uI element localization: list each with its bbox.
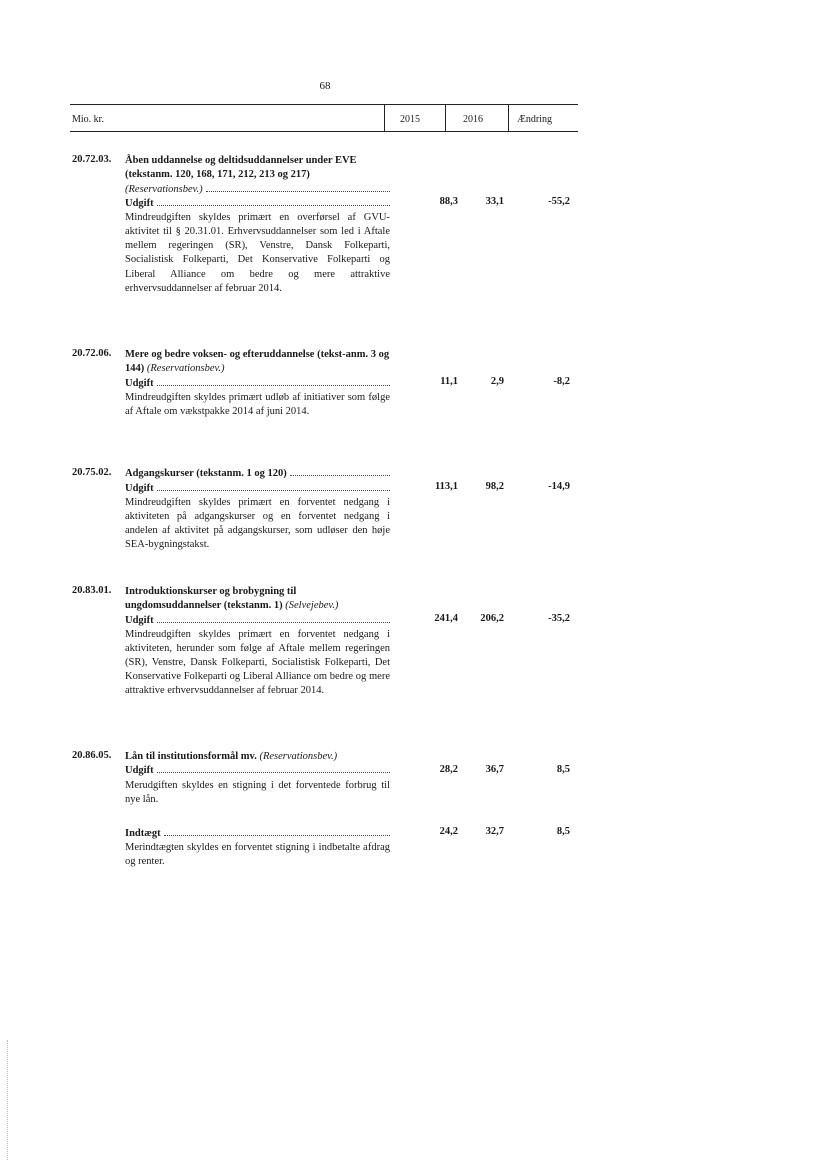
value-2015: 11,1 <box>440 376 458 387</box>
value-change: -55,2 <box>548 196 570 207</box>
entry-description: Mindreudgiften skyldes primært en overførsel af GVU-aktivitet til § 20.31.01. Erhvervsuddannelser som led i Aftale mellem regeringen (SR), Venstre, Dansk Folkeparti, Socialistisk Folkeparti, Det Konservative Folkeparti og Liberal Alliance om bedre og mere attraktive erhvervsuddannelser af februar 2014. <box>125 212 390 294</box>
value-2016: 2,9 <box>490 376 504 387</box>
table-header <box>70 104 578 132</box>
sub-value-change: 8,5 <box>556 826 570 837</box>
entry-title: Mere og bedre voksen- og efteruddannelse (tekst-anm. 3 og 144) (Reservationsbev.) <box>125 349 390 375</box>
entry-description: Mindreudgiften skyldes primært en forventet nedgang i aktiviteten på adgangskurser og en forventet nedgang i andelen af aktivitet på adgangskurser, som udløser den høje SEA-bygningstakst. <box>125 496 390 551</box>
value-change: -8,2 <box>553 376 570 387</box>
unit-label: Mio. kr. <box>72 114 104 125</box>
entry-code: 20.72.03. <box>72 154 112 165</box>
entry-qualifier: (Reservationsbev.) <box>146 363 225 375</box>
value-change: 8,5 <box>556 764 570 775</box>
entry-sub-description: Merindtægten skyldes en forventet stigning i indbetalte afdrag og renter. <box>125 842 390 868</box>
entry-description: Mindreudgiften skyldes primært udløb af initiativer som følge af Aftale om vækstpakke 2014 af juni 2014. <box>125 391 390 417</box>
scan-margin-mark <box>7 1040 8 1160</box>
col-2016-header: 2016 <box>463 114 483 125</box>
value-2015: 88,3 <box>439 196 458 207</box>
header-divider <box>508 104 509 131</box>
value-2015: 113,1 <box>434 481 458 492</box>
value-2016: 206,2 <box>480 613 504 624</box>
col-change-header: Ændring <box>517 114 552 125</box>
entry-sub-label: Indtægt <box>125 828 161 840</box>
sub-value-2015: 24,2 <box>439 826 458 837</box>
entry-title: Adgangskurser (tekstanm. 1 og 120) <box>125 467 390 481</box>
entry-description: Mindreudgiften skyldes primært en forventet nedgang i aktiviteten, herunder som følge af Aftale mellem regeringen (SR), Venstre, Dansk Folkeparti, Socialistisk Folkeparti, Det Konservative Folkeparti og Liberal Alliance om bedre og mere attraktive erhvervsuddannelser af februar 2014. <box>125 628 390 697</box>
entry-code: 20.72.06. <box>72 348 112 359</box>
entry-label: Udgift <box>125 614 154 626</box>
entry-label: Udgift <box>125 198 154 210</box>
value-change: -35,2 <box>548 613 570 624</box>
entry-qualifier: (Selvejebev.) <box>285 600 339 612</box>
value-2016: 36,7 <box>485 764 504 775</box>
header-divider <box>384 104 385 131</box>
header-rule-bottom <box>70 131 578 132</box>
page-number: 68 <box>319 80 331 92</box>
entry-code: 20.86.05. <box>72 750 112 761</box>
entry-title: Lån til institutionsformål mv. (Reservationsbev.) <box>125 751 338 762</box>
header-rule-top <box>70 104 578 105</box>
value-2016: 98,2 <box>485 481 504 492</box>
entry-title: Åben uddannelse og deltidsuddannelser under EVE (tekstanm. 120, 168, 171, 212, 213 og 217) (Reservationsbev.) <box>125 154 390 197</box>
value-2016: 33,1 <box>485 196 504 207</box>
value-2015: 28,2 <box>439 764 458 775</box>
sub-value-2016: 32,7 <box>485 826 504 837</box>
entry-description: Merudgiften skyldes en stigning i det forventede forbrug til nye lån. <box>125 779 390 805</box>
entry-code: 20.83.01. <box>72 585 112 596</box>
entry-label: Udgift <box>125 765 154 777</box>
entry-qualifier: (Reservationsbev.) <box>125 183 203 195</box>
value-change: -14,9 <box>548 481 570 492</box>
entry-title: Introduktionskurser og brobygning til ungdomsuddannelser (tekstanm. 1) (Selvejebev.) <box>125 586 339 612</box>
col-2015-header: 2015 <box>400 114 420 125</box>
entry-code: 20.75.02. <box>72 467 112 478</box>
header-divider <box>445 104 446 131</box>
entry-label: Udgift <box>125 377 154 389</box>
entry-qualifier: (Reservationsbev.) <box>259 751 338 762</box>
value-2015: 241,4 <box>434 613 458 624</box>
entry-label: Udgift <box>125 482 154 494</box>
